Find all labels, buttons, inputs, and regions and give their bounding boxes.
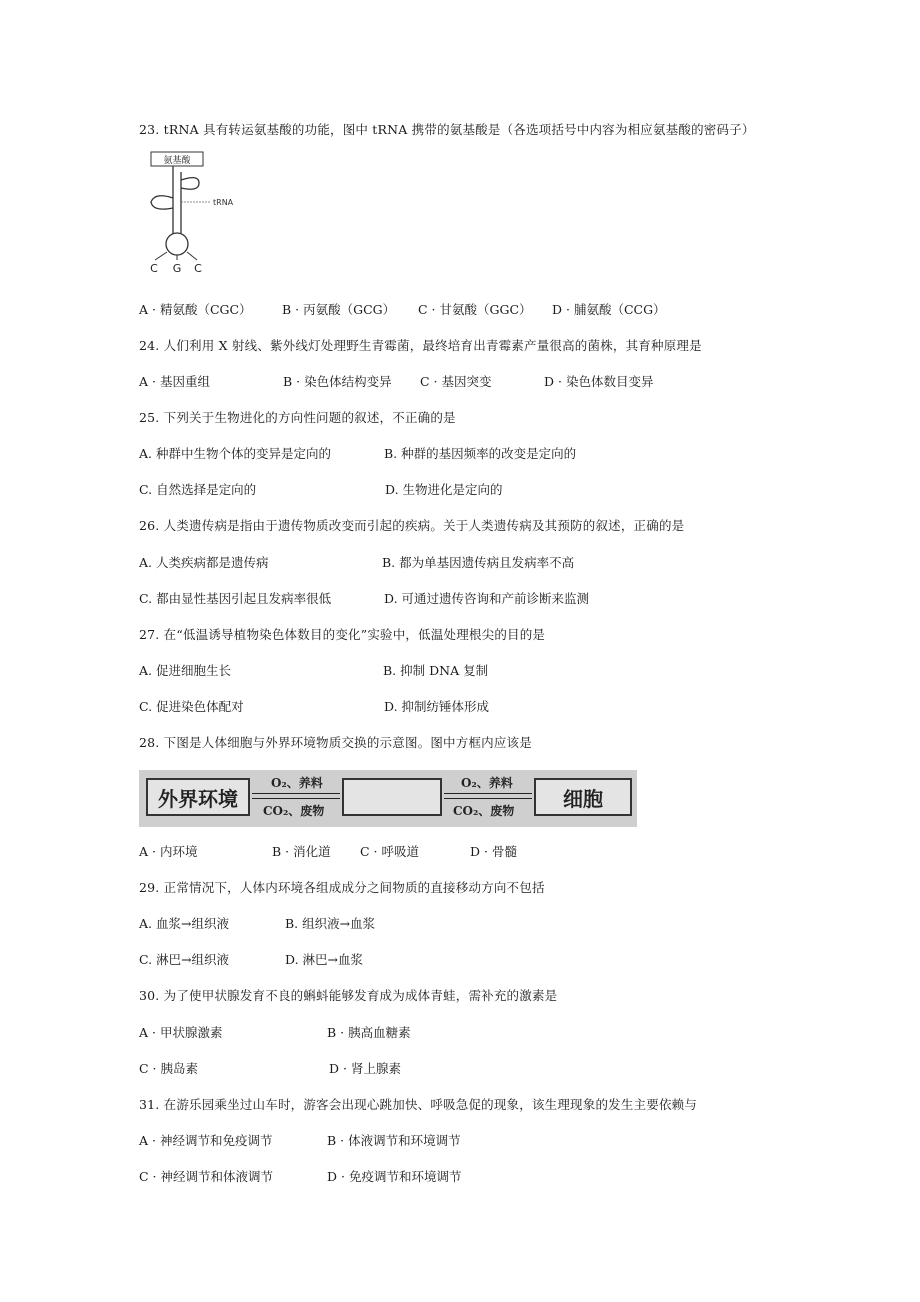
question-23-option-d: D · 脯氨酸（CCG） bbox=[552, 302, 666, 317]
question-26-option-c: C. 都由显性基因引起且发病率很低 bbox=[139, 591, 332, 606]
question-24-option-d: D · 染色体数目变异 bbox=[544, 374, 654, 389]
question-30-option-b: B · 胰高血糖素 bbox=[327, 1025, 411, 1040]
question-25-option-b: B. 种群的基因频率的改变是定向的 bbox=[384, 446, 577, 461]
question-29-option-b: B. 组织液→血浆 bbox=[285, 916, 376, 931]
question-24-stem: 24. 人们利用 X 射线、紫外线灯处理野生青霉菌，最终培育出青霉素产量很高的菌株，其育种原理是 bbox=[139, 338, 702, 353]
question-30-option-d: D · 肾上腺素 bbox=[329, 1061, 401, 1076]
question-29-option-d: D. 淋巴→血浆 bbox=[285, 952, 363, 967]
anticodon-base-3: C bbox=[194, 262, 202, 275]
question-27-option-d: D. 抑制纺锤体形成 bbox=[384, 699, 490, 714]
question-30-option-a: A · 甲状腺激素 bbox=[139, 1025, 223, 1040]
arrow-2-bottom-label: CO₂、废物 bbox=[453, 804, 515, 818]
blank-answer-box bbox=[342, 778, 442, 816]
question-23-option-a: A · 精氨酸（CGC） bbox=[139, 302, 252, 317]
question-24-option-a: A · 基因重组 bbox=[139, 374, 210, 389]
question-25-stem: 25. 下列关于生物进化的方向性问题的叙述，不正确的是 bbox=[139, 410, 456, 425]
question-25-option-d: D. 生物进化是定向的 bbox=[385, 482, 503, 497]
question-25-option-c: C. 自然选择是定向的 bbox=[139, 482, 257, 497]
question-26-stem: 26. 人类遗传病是指由于遗传物质改变而引起的疾病。关于人类遗传病及其预防的叙述，正确的是 bbox=[139, 518, 685, 533]
anticodon-base-2: G bbox=[172, 262, 182, 275]
external-environment-box: 外界环境 bbox=[146, 778, 250, 816]
question-28-stem: 28. 下图是人体细胞与外界环境物质交换的示意图。图中方框内应该是 bbox=[139, 735, 532, 750]
trna-label: tRNA bbox=[213, 198, 234, 207]
question-25-option-a: A. 种群中生物个体的变异是定向的 bbox=[139, 446, 331, 461]
question-29-stem: 29. 正常情况下，人体内环境各组成成分之间物质的直接移动方向不包括 bbox=[139, 880, 545, 895]
question-24-option-c: C · 基因突变 bbox=[420, 374, 492, 389]
material-exchange-diagram bbox=[139, 770, 637, 827]
question-26-option-b: B. 都为单基因遗传病且发病率不高 bbox=[382, 555, 575, 570]
anticodon-base-1: C bbox=[150, 262, 158, 275]
question-24-option-b: B · 染色体结构变异 bbox=[283, 374, 392, 389]
question-23-option-c: C · 甘氨酸（GGC） bbox=[418, 302, 532, 317]
question-28-option-d: D · 骨髓 bbox=[470, 844, 517, 859]
question-27-option-a: A. 促进细胞生长 bbox=[139, 663, 231, 678]
question-23-stem: 23. tRNA 具有转运氨基酸的功能，图中 tRNA 携带的氨基酸是（各选项括号中内容为相应氨基酸的密码子） bbox=[139, 122, 755, 137]
question-28-option-b: B · 消化道 bbox=[272, 844, 331, 859]
trna-diagram bbox=[139, 150, 254, 276]
question-31-stem: 31. 在游乐园乘坐过山车时，游客会出现心跳加快、呼吸急促的现象，该生理现象的发生主要依赖与 bbox=[139, 1097, 698, 1112]
question-28-option-c: C · 呼吸道 bbox=[360, 844, 419, 859]
question-29-option-c: C. 淋巴→组织液 bbox=[139, 952, 230, 967]
question-27-stem: 27. 在“低温诱导植物染色体数目的变化”实验中，低温处理根尖的目的是 bbox=[139, 627, 546, 642]
arrow-1-right bbox=[252, 793, 340, 794]
question-26-option-a: A. 人类疾病都是遗传病 bbox=[139, 555, 269, 570]
question-23-option-b: B · 丙氨酸（GCG） bbox=[282, 302, 396, 317]
question-27-option-c: C. 促进染色体配对 bbox=[139, 699, 244, 714]
arrow-1-left bbox=[252, 798, 340, 799]
arrow-2-right bbox=[444, 793, 532, 794]
question-31-option-b: B · 体液调节和环境调节 bbox=[327, 1133, 461, 1148]
question-30-stem: 30. 为了使甲状腺发育不良的蝌蚪能够发育成为成体青蛙，需补充的激素是 bbox=[139, 988, 558, 1003]
cell-box: 细胞 bbox=[534, 778, 632, 816]
question-31-option-c: C · 神经调节和体液调节 bbox=[139, 1169, 273, 1184]
question-28-option-a: A · 内环境 bbox=[139, 844, 198, 859]
arrow-2-top-label: O₂、养料 bbox=[461, 776, 513, 790]
question-29-option-a: A. 血浆→组织液 bbox=[139, 916, 229, 931]
question-31-option-a: A · 神经调节和免疫调节 bbox=[139, 1133, 273, 1148]
amino-acid-label: 氨基酸 bbox=[163, 156, 191, 166]
arrow-1-bottom-label: CO₂、废物 bbox=[263, 804, 325, 818]
arrow-2-left bbox=[444, 798, 532, 799]
question-27-option-b: B. 抑制 DNA 复制 bbox=[383, 663, 489, 678]
arrow-1-top-label: O₂、养料 bbox=[271, 776, 323, 790]
question-31-option-d: D · 免疫调节和环境调节 bbox=[327, 1169, 462, 1184]
question-30-option-c: C · 胰岛素 bbox=[139, 1061, 198, 1076]
question-26-option-d: D. 可通过遗传咨询和产前诊断来监测 bbox=[384, 591, 590, 606]
